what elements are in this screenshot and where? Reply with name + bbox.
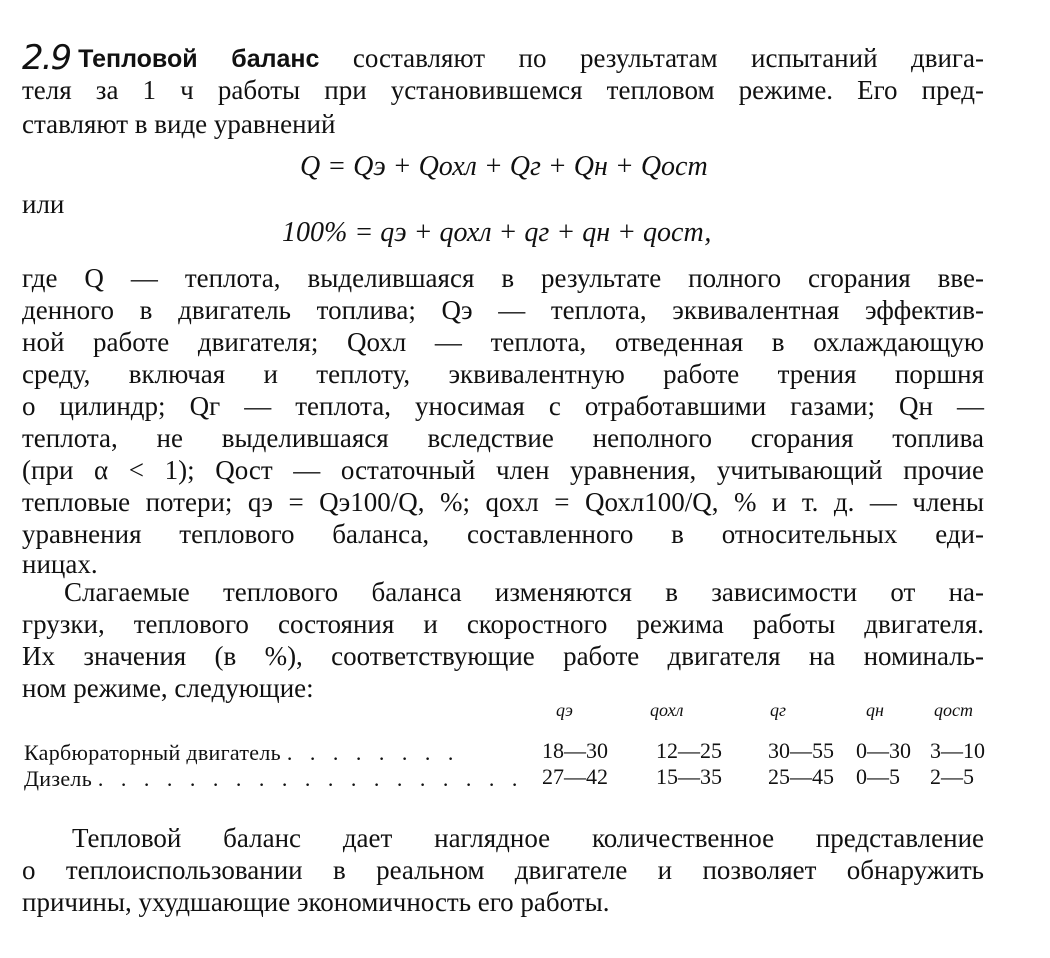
paragraph3-line-4: ном режиме, следующие: — [22, 673, 314, 703]
heat-balance-table — [0, 700, 1050, 810]
table-cell: 0—5 — [856, 764, 900, 789]
table-cell: 3—10 — [930, 738, 985, 763]
header-q-gas: qг — [770, 700, 787, 720]
paragraph4-line-2: о теплоиспользовании в реальном двигателе и позволяет обнаружить — [22, 855, 984, 885]
table-cell: 18—30 — [542, 738, 608, 763]
table-row-label-diesel — [24, 766, 523, 792]
paragraph4-line-3: причины, ухудшающие экономичность его работы. — [22, 887, 610, 917]
paragraph2-line-7: (при α < 1); Qост — остаточный член уравнения, учитывающий прочие — [22, 455, 984, 485]
table-cell: 27—42 — [542, 764, 608, 789]
formula-relative — [282, 216, 711, 250]
row-label-text: Дизель — [24, 766, 93, 791]
formula-absolute — [300, 150, 708, 184]
leader-dots: . . . . . . . . — [286, 740, 460, 765]
paragraph2-line-2: денного в двигатель топлива; Qэ — теплота, эквивалентная эффектив- — [22, 295, 984, 325]
paragraph2-line-3: ной работе двигателя; Qохл — теплота, отведенная в охлаждающую — [22, 327, 984, 357]
paragraph1-line-1-rest: составляют по результатам испытаний двига- — [319, 43, 984, 73]
paragraph2-line-6: теплота, не выделившаяся вследствие неполного сгорания топлива — [22, 423, 984, 453]
table-cell: 15—35 — [656, 764, 722, 789]
table-cell: 2—5 — [930, 764, 974, 789]
term-heat-balance: Тепловой баланс — [78, 45, 320, 73]
paragraph2-line-9: уравнения теплового баланса, составленного в относительных еди- — [22, 519, 984, 549]
paragraph2-line-10: ницах. — [22, 549, 98, 579]
table-cell: 30—55 — [768, 738, 834, 763]
formula-absolute-text: Q = Qэ + Qохл + Qг + Qн + Qост — [300, 151, 708, 182]
paragraph2-line-1: где Q — теплота, выделившаяся в результате полного сгорания вве- — [22, 263, 984, 293]
formula-relative-text: 100% = qэ + qохл + qг + qн + qост, — [282, 217, 712, 248]
leader-dots: . . . . . . . . . . . . . . . . . . . — [97, 766, 524, 791]
paragraph3-line-1: Слагаемые теплового баланса изменяются в зависимости от на- — [64, 577, 984, 607]
paragraph2-line-5: о цилиндр; Qг — теплота, уносимая с отработавшими газами; Qн — — [22, 391, 984, 421]
paragraph4-line-1: Тепловой баланс дает наглядное количественное представление — [72, 823, 984, 853]
paragraph3-line-2: грузки, теплового состояния и скоростного режима работы двигателя. — [22, 609, 984, 639]
paragraph1-line-2: теля за 1 ч работы при установившемся тепловом режиме. Его пред- — [22, 75, 984, 105]
paragraph3-line-3: Их значения (в %), соответствующие работе двигателя на номиналь- — [22, 641, 984, 671]
header-q-rest: qост — [934, 700, 973, 720]
header-q-e: qэ — [556, 700, 573, 720]
row-label-text: Карбюраторный двигатель — [24, 740, 281, 765]
paragraph1-line-1 — [22, 38, 984, 78]
paragraph2-line-4: среду, включая и теплоту, эквивалентную работе трения поршня — [22, 359, 984, 389]
table-cell: 0—30 — [856, 738, 911, 763]
section-number: 2.9 — [22, 38, 71, 78]
connector-or: или — [22, 189, 65, 219]
table-row-label-carburetor — [24, 740, 459, 766]
header-q-cool: qохл — [650, 700, 684, 720]
table-cell: 12—25 — [656, 738, 722, 763]
paragraph1-line-3: ставляют в виде уравнений — [22, 109, 336, 139]
header-q-incomplete: qн — [866, 700, 884, 720]
table-cell: 25—45 — [768, 764, 834, 789]
paragraph2-line-8: тепловые потери; qэ = Qэ100/Q, %; qохл = Qохл100/Q, % и т. д. — члены — [22, 487, 984, 517]
